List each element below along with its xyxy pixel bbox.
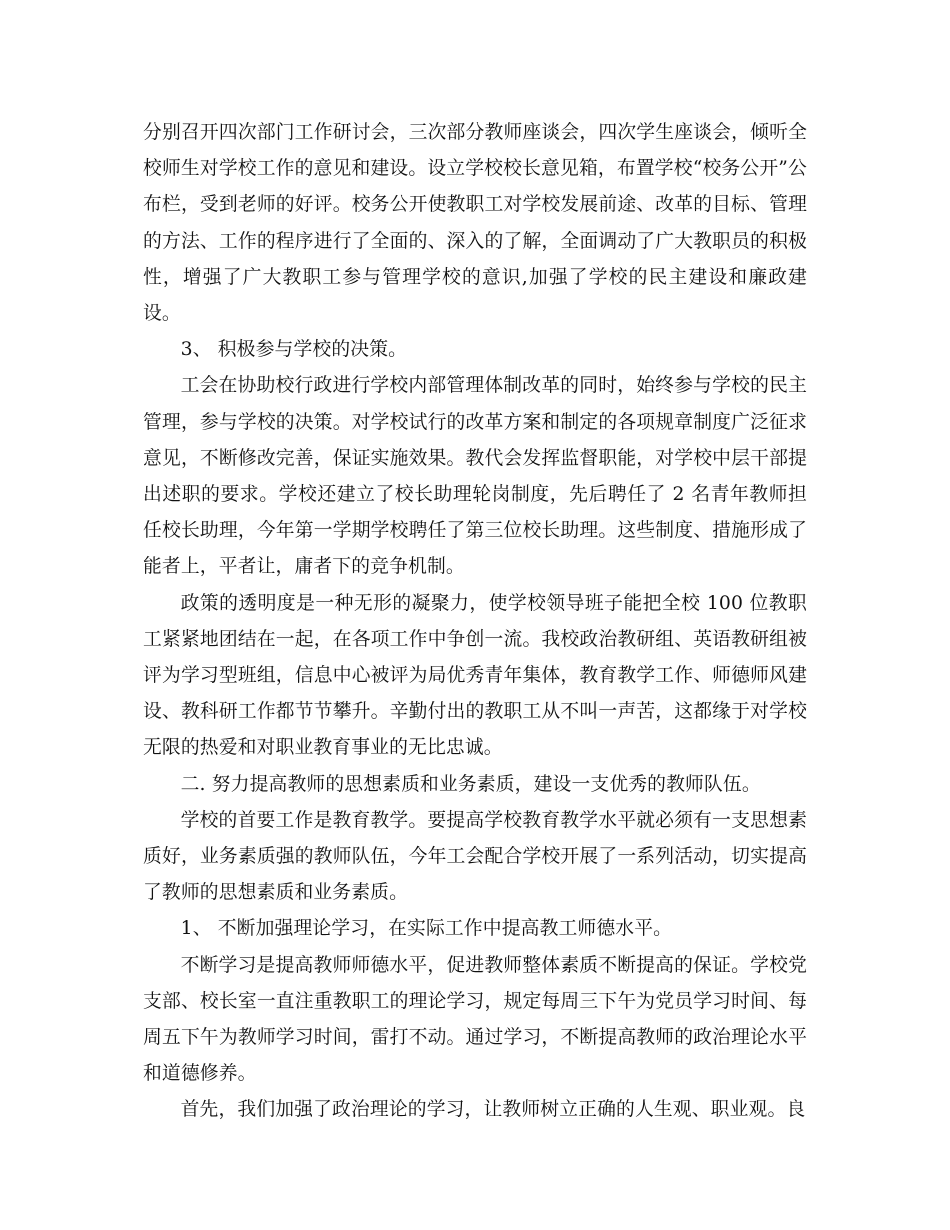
paragraph-continuation: 分别召开四次部门工作研讨会，三次部分教师座谈会，四次学生座谈会，倾听全校师生对学校工作的意见和建设。设立学校校长意见箱，布置学校“校务公开”公布栏，受到老师的好评。校务公开使教职工对学校发展前途、改革的目标、管理的方法、工作的程序进行了全面的、深入的了解，全面调动了广大教职员的积极性，增强了广大教职工参与管理学校的意识,加强了学校的民主建设和廉政建设。 [143,122,807,325]
heading-item-3: 3、 积极参与学校的决策。 [180,339,408,361]
paragraph-first-political-theory: 首先，我们加强了政治理论的学习，让教师树立正确的人生观、职业观。良 [180,1099,806,1121]
paragraph-continuous-learning: 不断学习是提高教师师德水平，促进教师整体素质不断提高的保证。学校党支部、校长室一直注重教职工的理论学习，规定每周三下午为党员学习时间、每周五下午为教师学习时间，雷打不动。通过学习，不断提高教师的政治理论水平和道德修养。 [143,954,807,1085]
heading-item-1: 1、 不断加强理论学习，在实际工作中提高教工师德水平。 [180,918,673,940]
section-heading-2: 二. 努力提高教师的思想素质和业务素质，建设一支优秀的教师队伍。 [180,773,761,795]
paragraph-policy-transparency: 政策的透明度是一种无形的凝聚力，使学校领导班子能把全校 100 位教职工紧紧地团结在一起，在各项工作中争创一流。我校政治教研组、英语教研组被评为学习型班组，信息中心被评为局优秀青年集体，教育教学工作、师德师风建设、教科研工作都节节攀升。辛勤付出的教职工从不叫一声苦，这都缘于对学校无限的热爱和对职业教育事业的无比忠诚。 [143,592,807,759]
paragraph-teaching-priority: 学校的首要工作是教育教学。要提高学校教育教学水平就必须有一支思想素质好，业务素质强的教师队伍，今年工会配合学校开展了一系列活动，切实提高了教师的思想素质和业务素质。 [143,809,807,904]
paragraph-union-participation: 工会在协助校行政进行学校内部管理体制改革的同时，始终参与学校的民主管理，参与学校的决策。对学校试行的改革方案和制定的各项规章制度广泛征求意见，不断修改完善，保证实施效果。教代会发挥监督职能，对学校中层干部提出述职的要求。学校还建立了校长助理轮岗制度，先后聘任了 2 名青年教师担任校长助理，今年第一学期学校聘任了第三位校长助理。这些制度、措施形成了能者上，平者让，庸者下的竞争机制。 [143,375,807,578]
document-body [143,115,807,1129]
